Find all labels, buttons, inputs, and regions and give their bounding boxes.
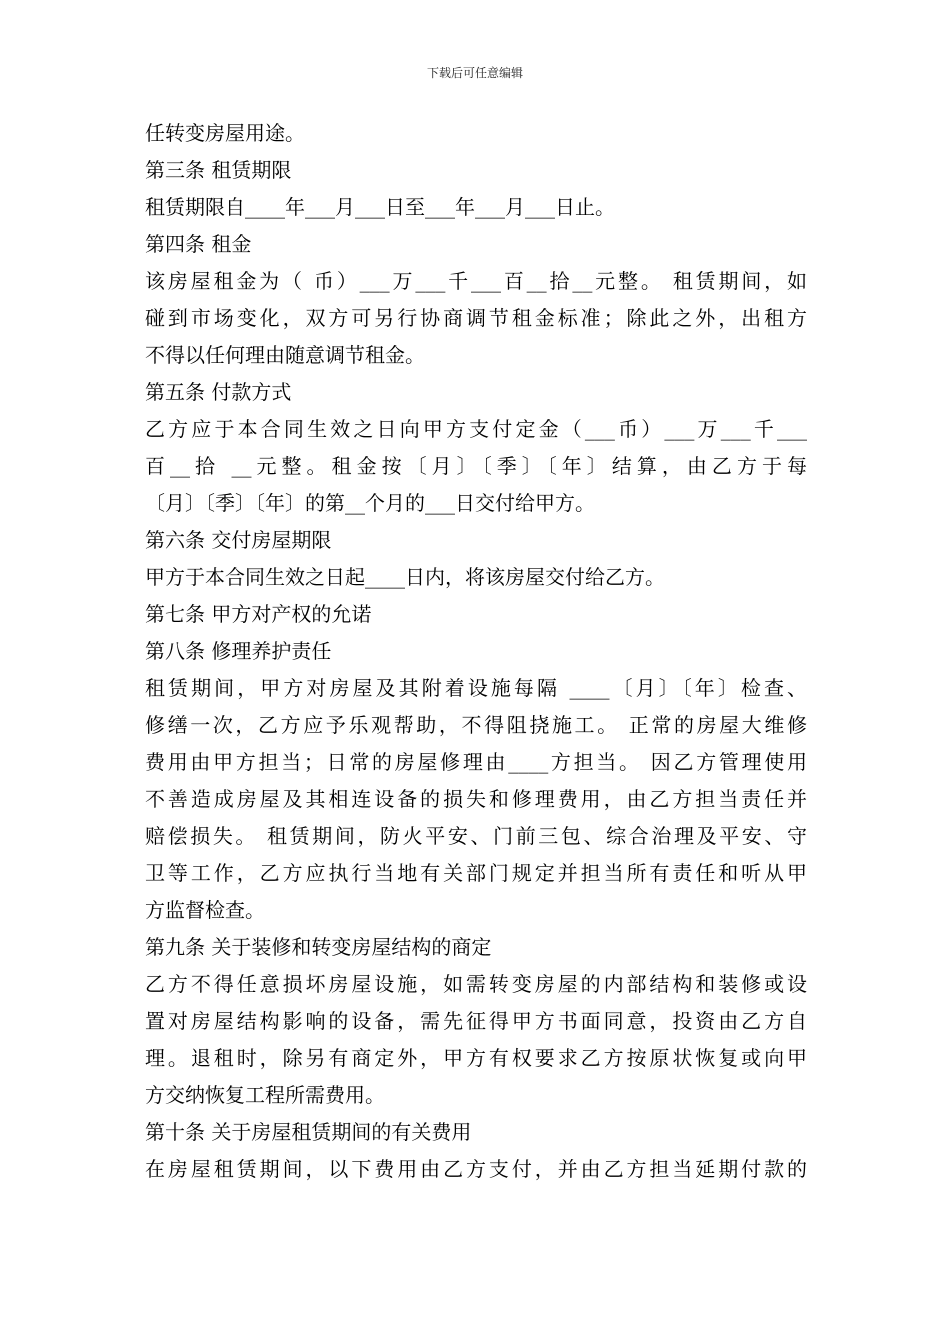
text-line: 在房屋租赁期间，以下费用由乙方支付，并由乙方担当延期付款的 <box>145 1157 807 1181</box>
section-heading: 第九条 关于装修和转变房屋结构的商定 <box>145 935 492 959</box>
text-line: 置对房屋结构影响的设备，需先征得甲方书面同意，投资由乙方自 <box>145 1009 807 1033</box>
text-line: 租赁期限自____年___月___日至___年___月___日止。 <box>145 195 615 219</box>
document-body <box>145 115 807 1188</box>
text-line: 卫等工作，乙方应执行当地有关部门规定并担当所有责任和听从甲 <box>145 861 807 885</box>
text-line: 任转变房屋用途。 <box>145 121 305 145</box>
page-header: 下载后可任意编辑 <box>426 66 523 80</box>
section-heading: 第三条 租赁期限 <box>145 158 292 182</box>
text-line: 该房屋租金为（ 币）___万___千___百__拾__元整。 租赁期间，如 <box>145 269 807 293</box>
section-heading: 第四条 租金 <box>145 232 252 256</box>
text-line: 租赁期间，甲方对房屋及其附着设施每隔 ____〔月〕〔年〕检查、 <box>145 676 807 700</box>
section-heading: 第八条 修理养护责任 <box>145 639 332 663</box>
text-line: 甲方于本合同生效之日起____日内，将该房屋交付给乙方。 <box>145 565 665 589</box>
text-line: 赔偿损失。 租赁期间，防火平安、门前三包、综合治理及平安、守 <box>145 824 807 848</box>
text-line: 方监督检查。 <box>145 898 265 922</box>
text-line: 理。退租时，除另有商定外，甲方有权要求乙方按原状恢复或向甲 <box>145 1046 807 1070</box>
text-line: 乙方应于本合同生效之日向甲方支付定金（___币）___万___千___ <box>145 417 807 441</box>
section-heading: 第六条 交付房屋期限 <box>145 528 332 552</box>
section-heading: 第五条 付款方式 <box>145 380 292 404</box>
text-line: 费用由甲方担当；日常的房屋修理由____方担当。 因乙方管理使用 <box>145 750 807 774</box>
section-heading: 第七条 甲方对产权的允诺 <box>145 602 372 626</box>
text-line: 方交纳恢复工程所需费用。 <box>145 1083 385 1107</box>
text-line: 〔月〕〔季〕〔年〕的第__个月的___日交付给甲方。 <box>145 491 595 515</box>
text-line: 碰到市场变化，双方可另行协商调节租金标准；除此之外，出租方 <box>145 306 807 330</box>
text-line: 不善造成房屋及其相连设备的损失和修理费用，由乙方担当责任并 <box>145 787 807 811</box>
section-heading: 第十条 关于房屋租赁期间的有关费用 <box>145 1120 472 1144</box>
text-line: 修缮一次，乙方应予乐观帮助，不得阻挠施工。 正常的房屋大维修 <box>145 713 807 737</box>
text-line: 百__拾 __元整。租金按〔月〕〔季〕〔年〕结算，由乙方于每 <box>145 454 807 478</box>
text-line: 不得以任何理由随意调节租金。 <box>145 343 425 367</box>
text-line: 乙方不得任意损坏房屋设施，如需转变房屋的内部结构和装修或设 <box>145 972 807 996</box>
